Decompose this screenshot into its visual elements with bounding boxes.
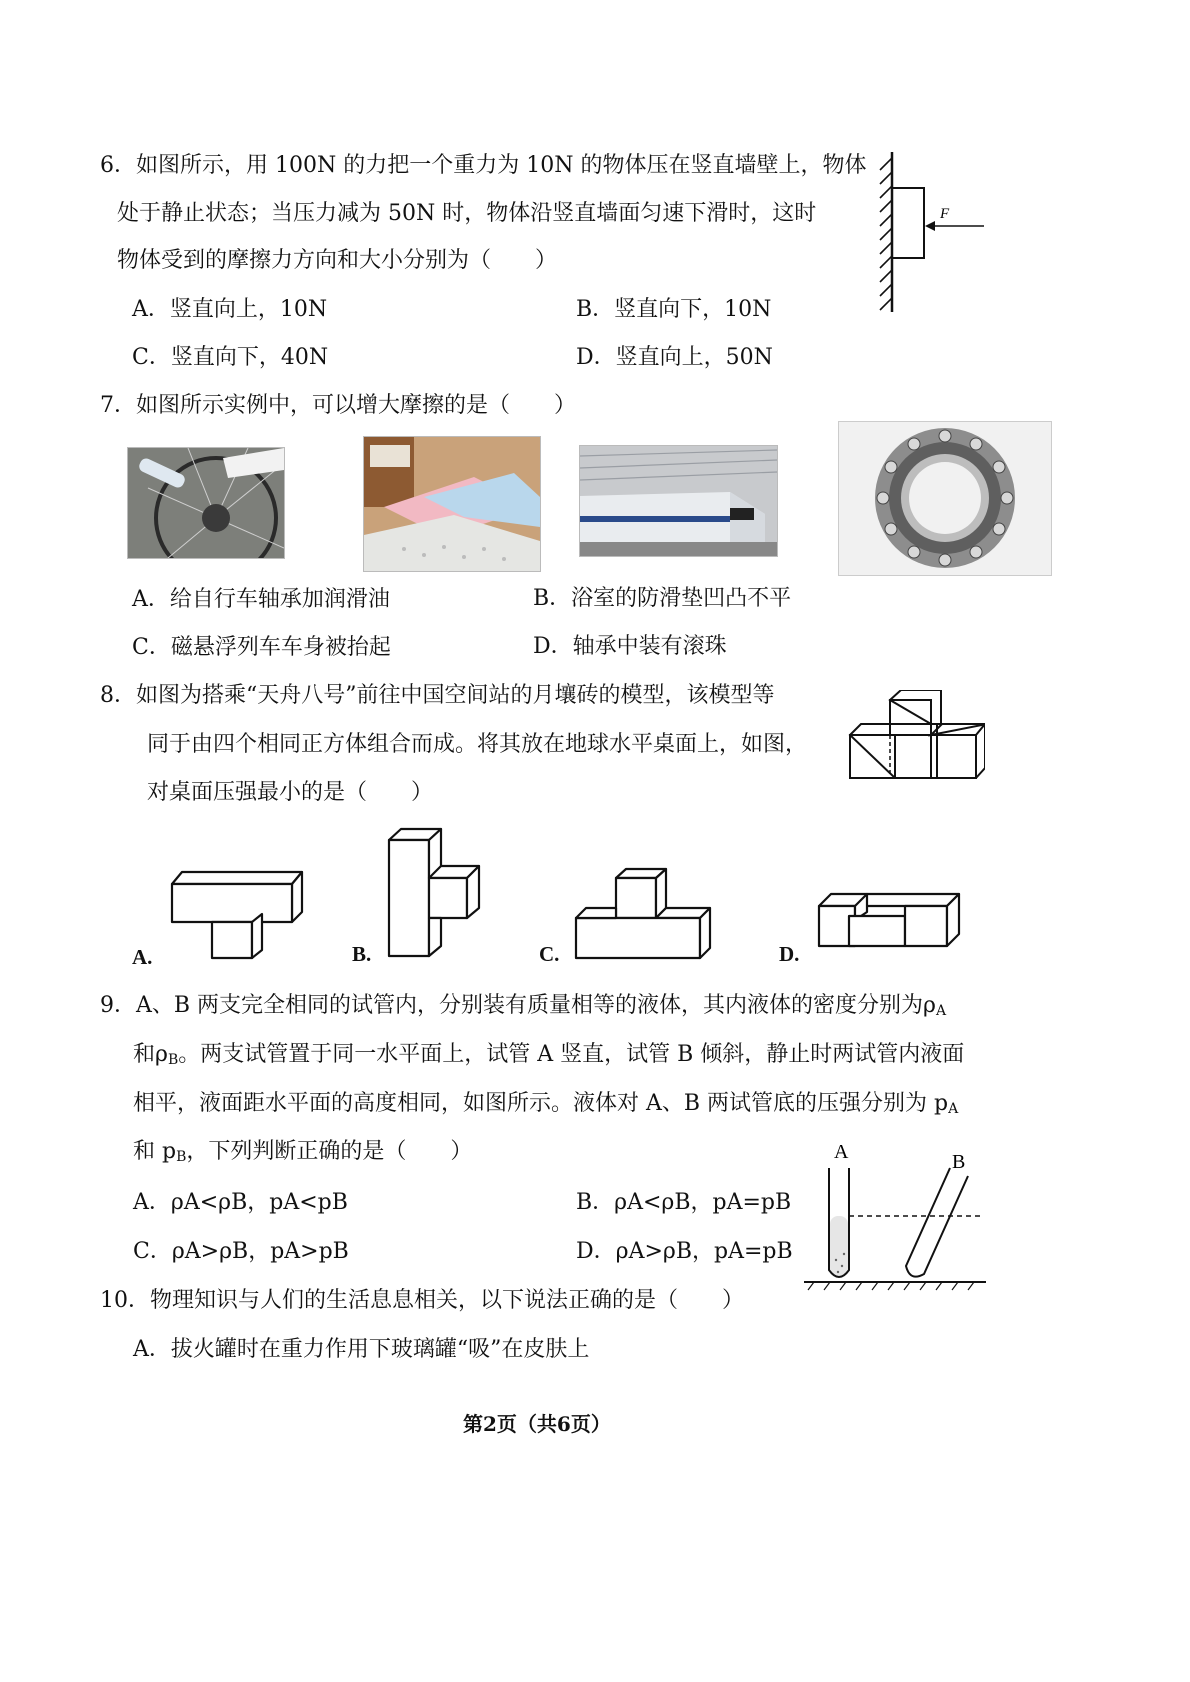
- q6-option-b: B．竖直向下，10N: [576, 297, 772, 322]
- q9-stem-line2-text-b: 。两支试管置于同一水平面上，试管 A 竖直，试管 B 倾斜，静止时两试管内液面: [178, 1042, 965, 1067]
- q9-option-c: C．ρA>ρB，pA>pB: [133, 1239, 349, 1264]
- q9-stem-line1-sub: A: [935, 1003, 947, 1019]
- q8-stem-line1: 8．如图为搭乘“天舟八号”前往中国空间站的月壤砖的模型，该模型等: [100, 683, 775, 708]
- q9-stem-line4: [133, 1138, 472, 1171]
- q7-option-c: C．磁悬浮列车车身被抬起: [132, 635, 391, 660]
- q8-stem-line3: 对桌面压强最小的是（ ）: [147, 780, 434, 805]
- q8-option-b-figure: [385, 826, 485, 961]
- q8-option-b-label: B.: [352, 942, 372, 966]
- q9-stem-line1-text: 9．A、B 两支完全相同的试管内，分别装有质量相等的液体，其内液体的密度分别为ρ: [100, 993, 936, 1018]
- q6-stem-line3: 物体受到的摩擦力方向和大小分别为（ ）: [117, 248, 558, 273]
- q7-ball-bearing-photo: [838, 421, 1052, 576]
- q8-stem-line2: 同于由四个相同正方体组合而成。将其放在地球水平桌面上，如图，: [147, 732, 808, 757]
- q9-stem-line4-text-b: ，下列判断正确的是（ ）: [186, 1139, 473, 1164]
- q6-stem-line1: 6．如图所示，用 100N 的力把一个重力为 10N 的物体压在竖直墙壁上，物体: [100, 153, 867, 178]
- q9-stem-line4-sub: B: [176, 1149, 187, 1165]
- q9-stem-line4-text-a: 和 p: [133, 1139, 177, 1164]
- q9-tube-a-label: A: [834, 1141, 849, 1163]
- q7-option-d: D．轴承中装有滚珠: [533, 634, 727, 659]
- q6-stem-line2: 处于静止状态；当压力减为 50N 时，物体沿竖直墙面匀速下滑时，这时: [117, 201, 817, 226]
- q6-option-a: A．竖直向上，10N: [132, 297, 328, 322]
- q9-option-a: A．ρA<ρB，pA<pB: [133, 1190, 348, 1215]
- q9-stem-line2-sub: B: [167, 1052, 179, 1068]
- q7-bicycle-photo: [127, 447, 285, 559]
- q6-option-c: C．竖直向下，40N: [132, 345, 329, 370]
- q6-option-d: D．竖直向上，50N: [576, 345, 773, 370]
- q6-wall-figure: [868, 148, 998, 318]
- q9-stem-line2: [133, 1041, 964, 1074]
- q9-stem-line3-text: 相平，液面距水平面的高度相同，如图所示。液体对 A、B 两试管底的压强分别为 p: [133, 1091, 949, 1116]
- q7-option-b: B．浴室的防滑垫凹凸不平: [533, 586, 792, 611]
- q9-option-d: D．ρA>ρB，pA=pB: [576, 1239, 793, 1264]
- q7-maglev-train-photo: [579, 445, 778, 557]
- q8-option-a-label: A.: [132, 945, 153, 969]
- q8-option-c-figure: [572, 866, 717, 962]
- q9-stem-line3: [133, 1090, 958, 1123]
- q7-option-a: A．给自行车轴承加润滑油: [132, 587, 390, 612]
- page-number-footer: 第2页（共6页）: [463, 1412, 611, 1436]
- q8-option-d-figure: [815, 888, 965, 952]
- q10-option-a: A．拔火罐时在重力作用下玻璃罐“吸”在皮肤上: [133, 1337, 590, 1362]
- q9-stem-line1: [100, 992, 946, 1025]
- q9-test-tubes-figure: [800, 1132, 990, 1292]
- q8-option-d-label: D.: [779, 942, 800, 966]
- q7-bath-mat-photo: [363, 436, 541, 572]
- q10-stem: 10．物理知识与人们的生活息息相关，以下说法正确的是（ ）: [100, 1288, 744, 1313]
- q9-option-b: B．ρA<ρB，pA=pB: [576, 1190, 792, 1215]
- q9-stem-line2-text-a: 和ρ: [133, 1042, 168, 1067]
- q7-stem: 7．如图所示实例中，可以增大摩擦的是（ ）: [100, 393, 576, 418]
- q8-option-a-figure: [165, 862, 310, 962]
- q6-force-label: F: [940, 206, 950, 222]
- q9-tube-b-label: B: [952, 1151, 966, 1173]
- q8-option-c-label: C.: [539, 942, 560, 966]
- q9-stem-line3-sub: A: [948, 1101, 959, 1117]
- q8-model-figure: [845, 690, 985, 785]
